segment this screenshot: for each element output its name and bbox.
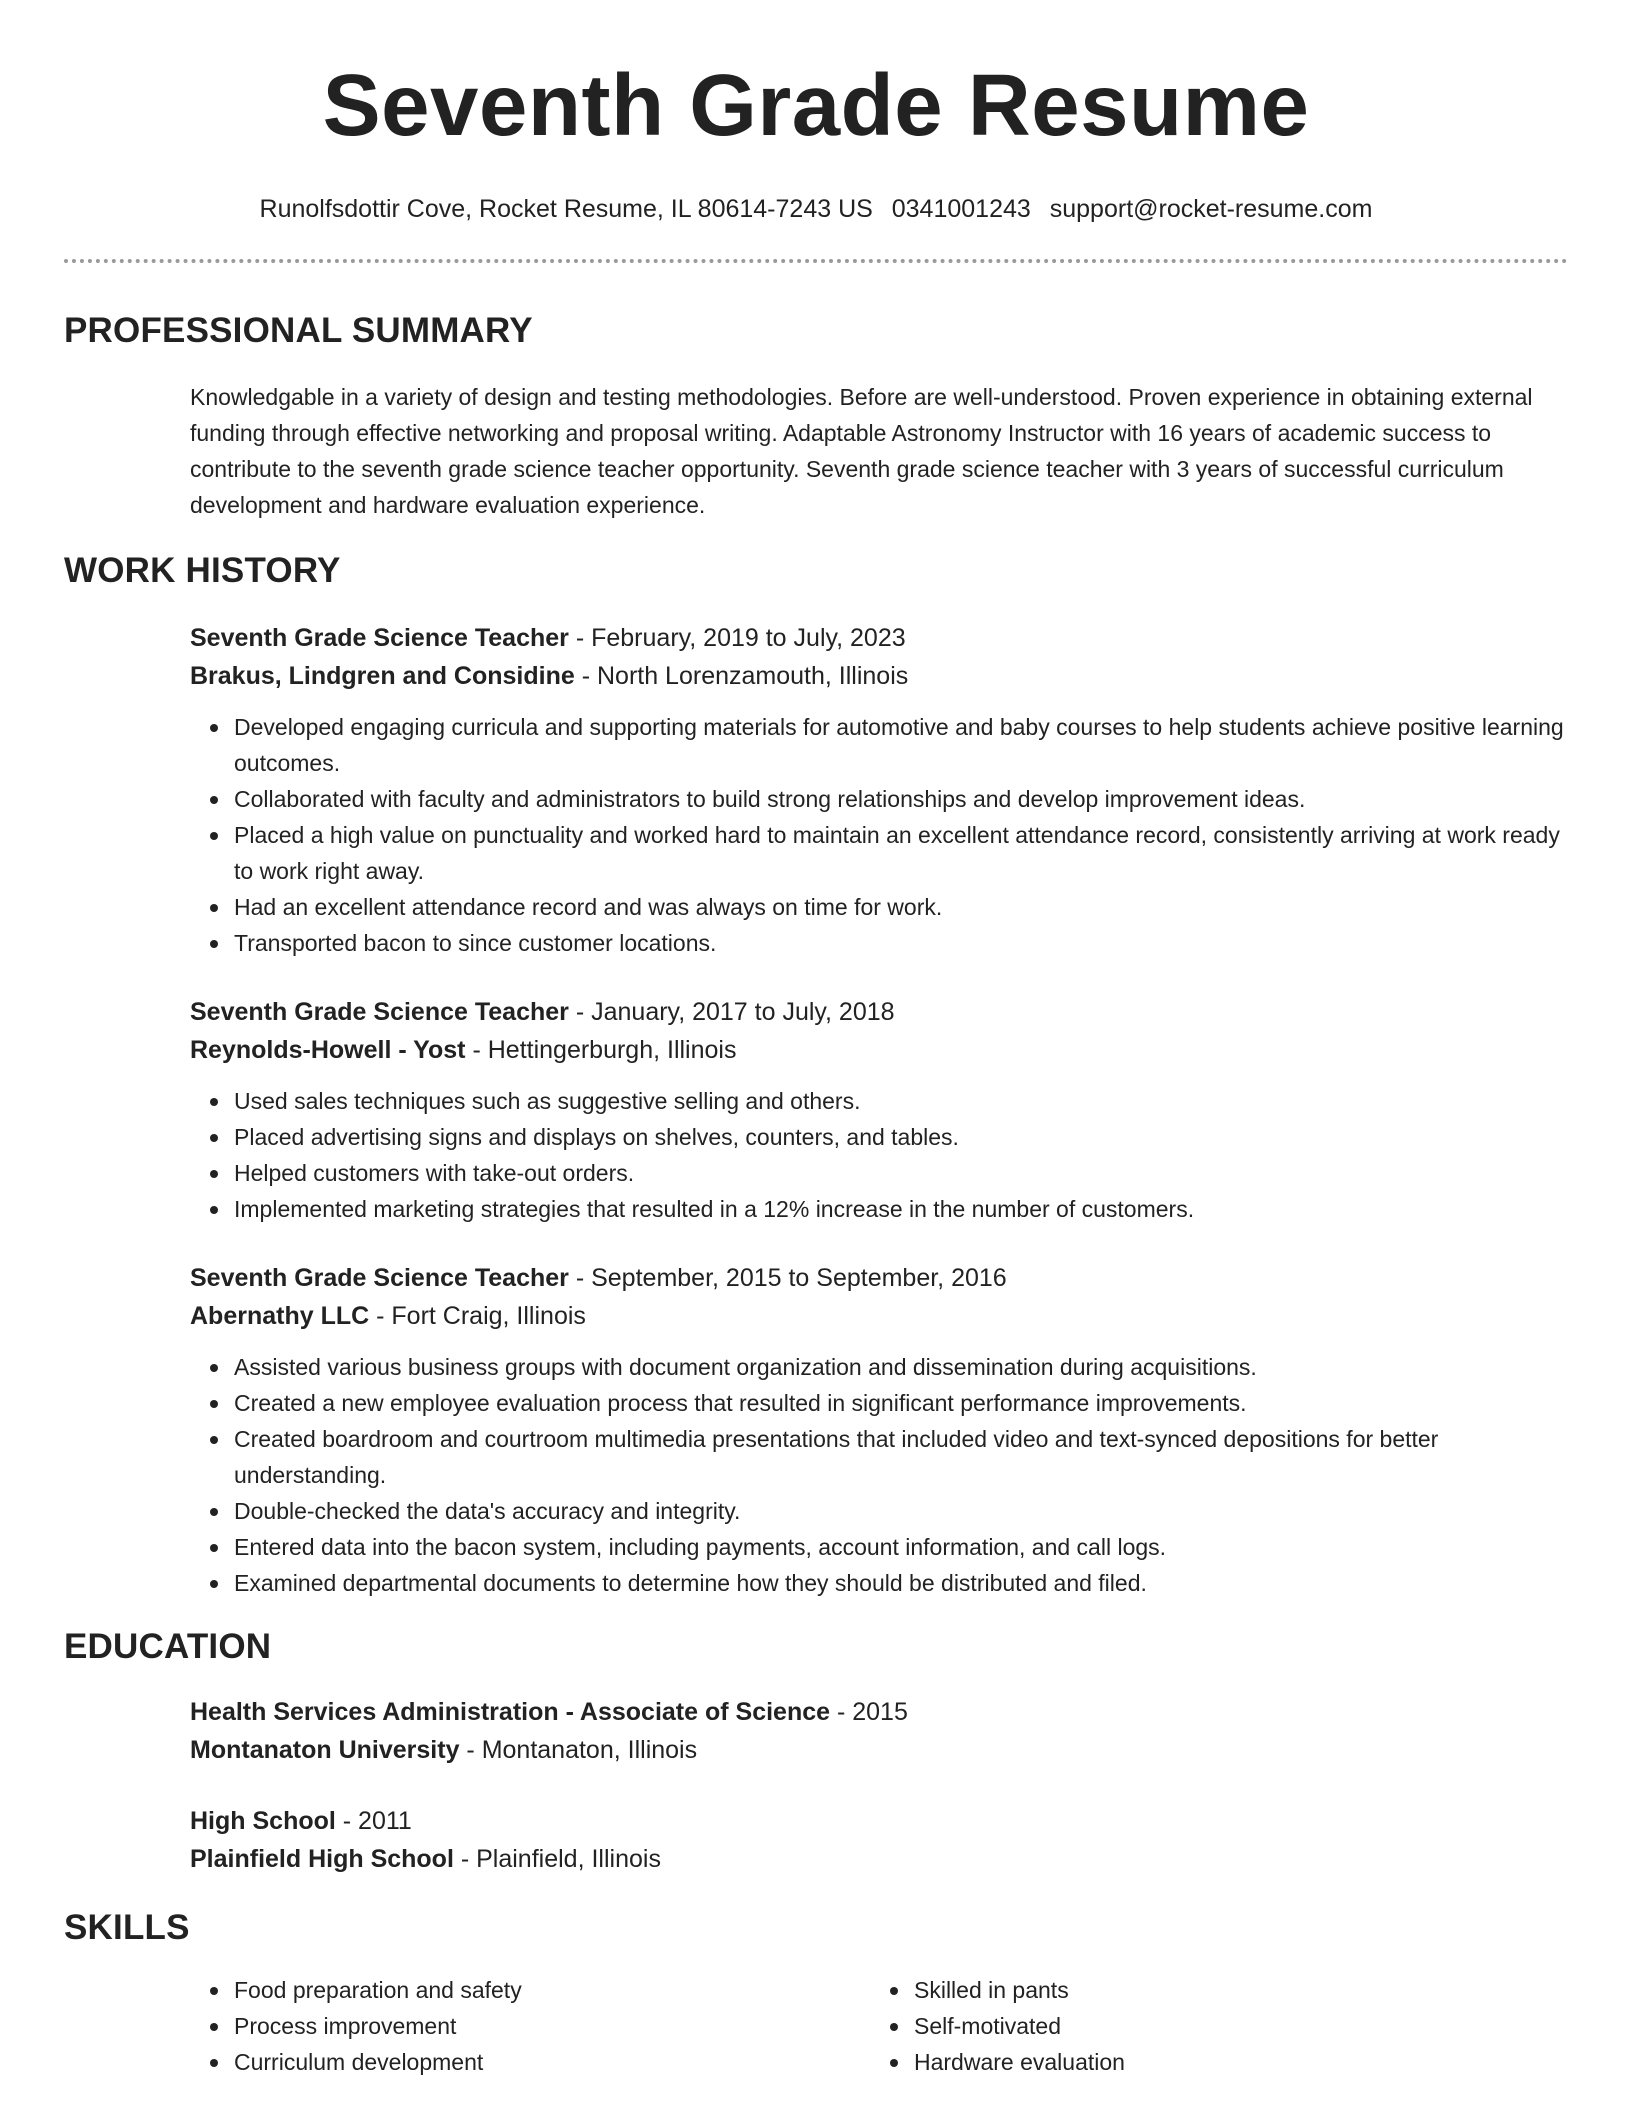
- job-role: Seventh Grade Science Teacher: [190, 998, 569, 1026]
- skill-item: Self-motivated: [914, 2008, 1424, 2044]
- skill-item: Skilled in pants: [914, 1972, 1424, 2008]
- education-location: - Montanaton, Illinois: [459, 1736, 698, 1764]
- header-divider: [64, 259, 1568, 263]
- skill-item: Hardware evaluation: [914, 2044, 1424, 2080]
- resume-title: Seventh Grade Resume: [322, 57, 1310, 154]
- contact-phone: 0341001243: [891, 195, 1031, 223]
- education-degree-line: [190, 1693, 1568, 1731]
- education-school: Montanaton University: [190, 1736, 460, 1764]
- contact-address: Runolfsdottir Cove, Rocket Resume, IL 80614-7243 US: [259, 195, 873, 223]
- job-entry: [190, 619, 1568, 695]
- skill-item: Process improvement: [234, 2008, 744, 2044]
- list-item: Placed advertising signs and displays on shelves, counters, and tables.: [234, 1119, 1568, 1155]
- education-school-line: [190, 1731, 1568, 1769]
- work-history-heading: WORK HISTORY: [64, 551, 341, 590]
- skills-column-right: [914, 1972, 1424, 2080]
- job-role: Seventh Grade Science Teacher: [190, 624, 569, 652]
- job-bullets: [234, 1083, 1568, 1227]
- education-entry: [190, 1693, 1568, 1769]
- contact-line: [64, 195, 1568, 224]
- list-item: Assisted various business groups with document organization and dissemination during acquisitions.: [234, 1349, 1568, 1385]
- job-title-line: [190, 619, 1568, 657]
- job-entry: [190, 993, 1568, 1069]
- education-year: - 2015: [830, 1698, 908, 1726]
- job-entry: [190, 1259, 1568, 1335]
- skill-item: Food preparation and safety: [234, 1972, 744, 2008]
- list-item: Developed engaging curricula and supporting materials for automotive and baby courses to help students achieve positive learning outcomes.: [234, 709, 1568, 781]
- job-company: Reynolds-Howell - Yost: [190, 1036, 466, 1064]
- skill-item: Curriculum development: [234, 2044, 744, 2080]
- list-item: Collaborated with faculty and administrators to build strong relationships and develop improvement ideas.: [234, 781, 1568, 817]
- job-company: Brakus, Lindgren and Considine: [190, 662, 575, 690]
- job-title-line: [190, 993, 1568, 1031]
- job-company-line: [190, 1297, 1568, 1335]
- job-dates: - February, 2019 to July, 2023: [568, 624, 906, 652]
- list-item: Double-checked the data's accuracy and integrity.: [234, 1493, 1568, 1529]
- job-bullets: [234, 1349, 1568, 1601]
- job-company-line: [190, 1031, 1568, 1069]
- job-location: - Fort Craig, Illinois: [369, 1302, 586, 1330]
- list-item: Had an excellent attendance record and was always on time for work.: [234, 889, 1568, 925]
- list-item: Created boardroom and courtroom multimedia presentations that included video and text-synced depositions for better understanding.: [234, 1421, 1568, 1493]
- list-item: Helped customers with take-out orders.: [234, 1155, 1568, 1191]
- education-school: Plainfield High School: [190, 1845, 454, 1873]
- job-dates: - September, 2015 to September, 2016: [568, 1264, 1007, 1292]
- job-location: - North Lorenzamouth, Illinois: [574, 662, 909, 690]
- education-degree: High School: [190, 1807, 336, 1835]
- skills-list: [64, 1972, 1568, 2080]
- summary-text: Knowledgable in a variety of design and testing methodologies. Before are well-understood. Proven experience in obtaining external funding through effective networking and proposal writing. Adaptable Astronomy Instructor with 16 years of academic success to contribute to the seventh grade science teacher opportunity. Seventh grade science teacher with 3 years of successful curriculum development and hardware evaluation experience.: [190, 384, 1533, 518]
- skills-heading: SKILLS: [64, 1908, 190, 1947]
- list-item: Created a new employee evaluation process that resulted in significant performance improvements.: [234, 1385, 1568, 1421]
- list-item: Entered data into the bacon system, including payments, account information, and call logs.: [234, 1529, 1568, 1565]
- education-degree-line: [190, 1802, 1568, 1840]
- job-title-line: [190, 1259, 1568, 1297]
- list-item: Implemented marketing strategies that resulted in a 12% increase in the number of customers.: [234, 1191, 1568, 1227]
- contact-email: support@rocket-resume.com: [1049, 195, 1373, 223]
- education-heading: EDUCATION: [64, 1627, 272, 1666]
- job-role: Seventh Grade Science Teacher: [190, 1264, 569, 1292]
- list-item: Transported bacon to since customer locations.: [234, 925, 1568, 961]
- job-dates: - January, 2017 to July, 2018: [568, 998, 895, 1026]
- job-location: - Hettingerburgh, Illinois: [465, 1036, 737, 1064]
- education-degree: Health Services Administration - Associate of Science: [190, 1698, 831, 1726]
- job-bullets: [234, 709, 1568, 961]
- job-company-line: [190, 657, 1568, 695]
- education-school-line: [190, 1840, 1568, 1878]
- job-company: Abernathy LLC: [190, 1302, 370, 1330]
- education-entry: [190, 1802, 1568, 1878]
- education-year: - 2011: [335, 1807, 412, 1835]
- summary-heading: PROFESSIONAL SUMMARY: [64, 311, 533, 350]
- list-item: Placed a high value on punctuality and worked hard to maintain an excellent attendance record, consistently arriving at work ready to work right away.: [234, 817, 1568, 889]
- list-item: Used sales techniques such as suggestive selling and others.: [234, 1083, 1568, 1119]
- education-location: - Plainfield, Illinois: [453, 1845, 661, 1873]
- list-item: Examined departmental documents to determine how they should be distributed and filed.: [234, 1565, 1568, 1601]
- skills-column-left: [234, 1972, 744, 2080]
